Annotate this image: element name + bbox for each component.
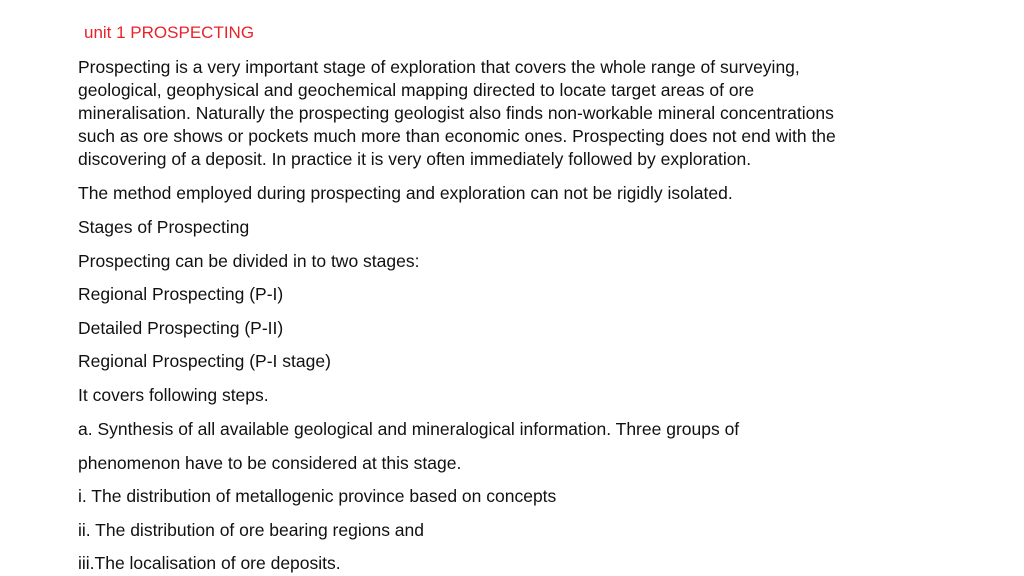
- item-iii: iii.The localisation of ore deposits.: [78, 553, 341, 573]
- intro-line: discovering of a deposit. In practice it is very often immediately followed by exploration.: [78, 149, 752, 169]
- step-a: a. Synthesis of all available geological and mineralogical information. Three groups of: [78, 419, 740, 439]
- paragraph-steps: It covers following steps.: [78, 385, 269, 405]
- intro-line: Prospecting is a very important stage of exploration that covers the whole range of surveying,: [78, 57, 800, 77]
- item-detailed: Detailed Prospecting (P-II): [78, 318, 284, 338]
- heading-stages: Stages of Prospecting: [78, 217, 250, 237]
- step-a-continued: phenomenon have to be considered at this stage.: [78, 453, 462, 473]
- item-regional: Regional Prospecting (P-I): [78, 284, 284, 304]
- intro-line: such as ore shows or pockets much more than economic ones. Prospecting does not end with the: [78, 126, 836, 146]
- paragraph-divided: Prospecting can be divided in to two stages:: [78, 251, 420, 271]
- item-i: i. The distribution of metallogenic province based on concepts: [78, 486, 557, 506]
- paragraph-method: The method employed during prospecting and exploration can not be rigidly isolated.: [78, 183, 733, 203]
- heading-regional-stage: Regional Prospecting (P-I stage): [78, 351, 331, 371]
- item-ii: ii. The distribution of ore bearing regions and: [78, 520, 425, 540]
- intro-line: mineralisation. Naturally the prospecting geologist also finds non-workable mineral concentrations: [78, 103, 834, 123]
- intro-line: geological, geophysical and geochemical mapping directed to locate target areas of ore: [78, 80, 755, 100]
- slide-title: unit 1 PROSPECTING: [84, 23, 255, 42]
